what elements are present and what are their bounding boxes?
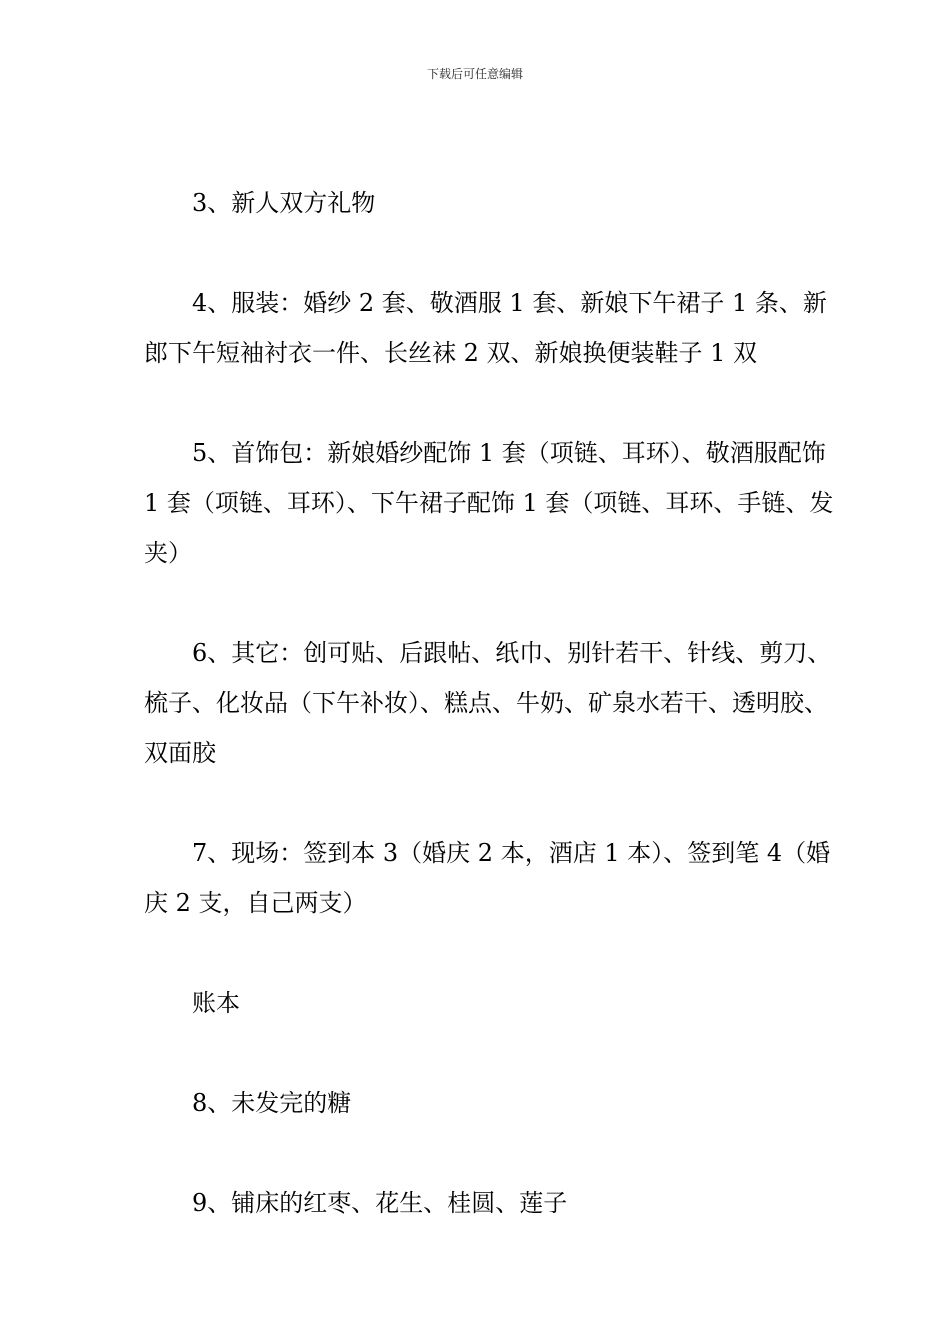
list-item-ledger: 账本	[192, 989, 240, 1017]
list-item-7-venue: 7、现场：签到本 3（婚庆 2 本，酒店 1 本）、签到笔 4（婚庆 2 支，自己两支）	[144, 839, 831, 917]
page-header: 下载后可任意编辑	[426, 67, 523, 81]
list-item-9-bed-items: 9、铺床的红枣、花生、桂圆、莲子	[192, 1189, 568, 1217]
list-item-5-jewelry: 5、首饰包：新娘婚纱配饰 1 套（项链、耳环）、敬酒服配饰 1 套（项链、耳环）、下午裙子配饰 1 套（项链、耳环、手链、发夹）	[144, 439, 834, 567]
list-item-6-other: 6、其它：创可贴、后跟帖、纸巾、别针若干、针线、剪刀、梳子、化妆品（下午补妆）、糕点、牛奶、矿泉水若干、透明胶、双面胶	[144, 639, 832, 767]
list-item-3-gifts: 3、新人双方礼物	[192, 189, 376, 217]
document-body	[144, 178, 834, 1278]
list-item-8-candy: 8、未发完的糖	[192, 1089, 352, 1117]
list-item-4-clothing: 4、服装：婚纱 2 套、敬酒服 1 套、新娘下午裙子 1 条、新郎下午短袖衬衣一件、长丝袜 2 双、新娘换便装鞋子 1 双	[144, 289, 827, 367]
